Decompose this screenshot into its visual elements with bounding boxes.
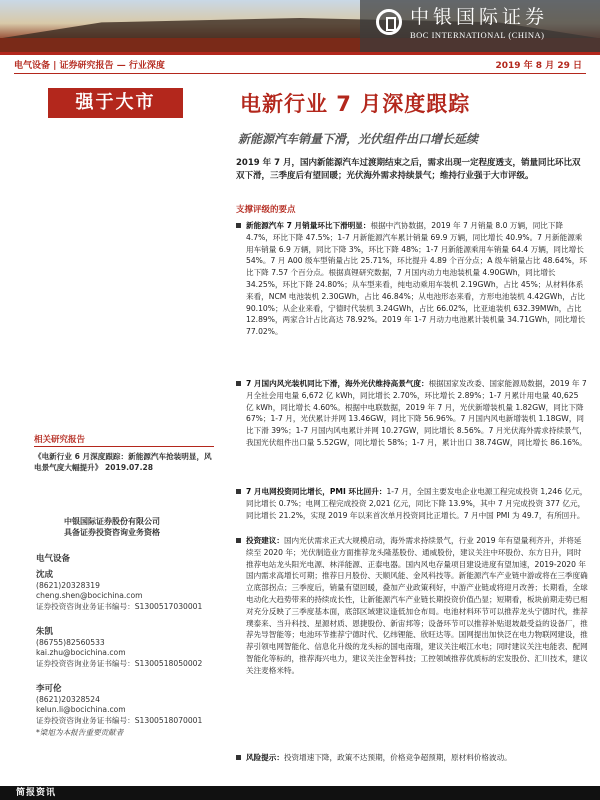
bullet-lead: 风险提示： <box>246 753 284 762</box>
footer-bar <box>0 786 600 800</box>
analyst-phone: (86755)82560533 <box>36 637 105 647</box>
footer-brand: 简报资讯 <box>16 788 57 798</box>
bullet-square-icon <box>236 538 241 543</box>
page-title: 电新行业 7 月深度跟踪 <box>240 92 471 116</box>
analyst-license: 证券投资咨询业务证书编号：S1300517030001 <box>36 601 203 611</box>
related-reports-heading: 相关研究报告 <box>34 435 86 445</box>
bullet-square-icon <box>236 223 241 228</box>
bullet-text: 投资增速下降，政策不达预期，价格竞争超预期，原材料价格波动。 <box>283 753 512 762</box>
report-date: 2019 年 8 月 29 日 <box>495 61 582 71</box>
bank-of-china-logo-icon <box>376 9 402 35</box>
analyst-card <box>36 570 202 612</box>
bullet-text: 根据中汽协数据，2019 年 7 月销量 8.0 万辆，同比下降 4.7%，环比下降 47.5%；1-7 月新能源汽车累计销量 69.9 万辆，同比增长 40.9%。7 月新能源乘用车销量 6.9 万辆，同比下降 3%，环比下降 48%；1-7 月新能源乘用车销量 64.4 万辆，同比增长 54%。7 月 A00 级车型销量占比 25.71%，环比提升 4.89 个百分点；A 级车销量占比 48.64%，环比下降 7.57 个百分点。根据真锂研究数据，7 月国内动力电池装机量 4.90GWh，同比增长 34.25%，环比下降 24.80%；从车型来看，纯电动乘用车装机 2.19GWh，占比 45%；从材料体系来看，NCM 电池装机 2.30GWh，占比 46.84%；从电池形态来看，方形电池装机 4.42GWh，占比 90.10%；从企业来看，宁德时代装机 3.24GWh，占比 66.02%，比亚迪装机 632.39MWh，占比 12.89%，两家合计占比高达 78.92%。2019 年 1-7 月动力电池累计装机量 34.71GWh，同比增长 77.02%。 <box>246 221 587 337</box>
bullet-lead: 7 月国内风光装机同比下滑，海外光伏维持高景气度： <box>246 379 429 388</box>
bullet-lead: 新能源汽车 7 月销量环比下滑明显： <box>246 221 371 230</box>
bullet-risk <box>236 752 588 764</box>
bullet-square-icon <box>236 489 241 494</box>
related-report-item[interactable]: 《电新行业 6 月深度跟踪：新能源汽车抢装明显，风电景气度大幅提升》 2019.07.28 <box>34 452 212 472</box>
analyst-email[interactable]: cheng.shen@bocichina.com <box>36 591 143 601</box>
header-banner <box>0 0 600 52</box>
bullet-lead: 投资建议： <box>246 536 284 545</box>
header-red-bar <box>0 52 600 55</box>
analyst-phone: (8621)20328319 <box>36 580 100 590</box>
bullet-investment-advice <box>236 535 588 677</box>
firm-qualification: 具备证券投资咨询业务资格 <box>64 528 160 537</box>
contributor-note: *梁旭为本报告重要贡献者 <box>36 728 124 737</box>
bullet-lead: 7 月电网投资同比增长，PMI 环比回升： <box>246 487 387 496</box>
boci-logo <box>360 0 600 52</box>
analyst-name: 李可伦 <box>36 684 62 694</box>
analyst-email[interactable]: kai.zhu@bocichina.com <box>36 648 126 658</box>
analyst-sector: 电气设备 <box>36 554 71 564</box>
logo-chinese: 中银国际证券 <box>410 6 549 28</box>
bullet-ev-sales <box>236 220 588 338</box>
analyst-card <box>36 627 202 669</box>
breadcrumb: 电气设备 | 证券研究报告 — 行业深度 <box>14 61 165 71</box>
divider <box>14 73 586 74</box>
analyst-email[interactable]: kelun.li@bocichina.com <box>36 705 126 715</box>
analyst-license: 证券投资咨询业务证书编号：S1300518070001 <box>36 715 203 725</box>
rating-badge: 强于大市 <box>48 88 183 118</box>
divider <box>34 446 214 447</box>
analyst-name: 沈成 <box>36 570 54 580</box>
analyst-phone: (8621)20328524 <box>36 694 100 704</box>
bullet-square-icon <box>236 381 241 386</box>
analyst-card <box>36 684 202 726</box>
bullet-text: 1-7 月，全国主要发电企业电源工程完成投资 1,246 亿元，同比增长 0.7%；电网工程完成投资 2,021 亿元，同比下降 13.9%，其中 7 月完成投资 377 亿元，同比增长 21.2%，实现 2019 年以来首次单月投资同比正增长。7 月中国 PMI 为 49.7，有所回升。 <box>246 487 588 520</box>
firm-name: 中银国际证券股份有限公司 <box>64 517 160 526</box>
key-points-heading: 支撑评级的要点 <box>236 205 296 215</box>
analyst-name: 朱凯 <box>36 627 54 637</box>
logo-english: BOC INTERNATIONAL (CHINA) <box>410 30 545 40</box>
page-subtitle: 新能源汽车销量下滑，光伏组件出口增长延续 <box>238 132 479 146</box>
analyst-license: 证券投资咨询业务证书编号：S1300518050002 <box>36 658 203 668</box>
bullet-wind-solar <box>236 378 588 449</box>
bullet-text: 根据国家发改委、国家能源局数据，2019 年 7 月全社会用电量 6,672 亿 kWh，同比增长 2.70%，环比增长 2.89%；1-7 月累计用电量 40,625 亿 kWh，同比增长 4.60%。根据中电联数据，2019 年 7 月，光伏新增装机量 1.82GW，同比下降 67%；1-7 月，光伏累计并网 13.46GW，同比下降 56.96%。7 月国内风电新增装机 1.18GW，同比下滑 39%；1-7 月国内风电累计并网 10.27GW，同比增长 8.56%。7 月光伏海外需求持续景气，我国光伏组件出口量 5.52GW，同比增长 58%；1-7 月，累计出口 38.74GW，同比增长 86.16%。 <box>246 379 587 447</box>
bullet-grid-investment <box>236 486 588 521</box>
firm-info <box>64 516 160 538</box>
bullet-square-icon <box>236 755 241 760</box>
lede-paragraph: 2019 年 7 月，国内新能源汽车过渡期结束之后，需求出现一定程度透支，销量同比环比双双下滑，三季度后有望回暖；光伏海外需求持续景气；维持行业强于大市评级。 <box>236 158 581 181</box>
bullet-text: 国内光伏需求正式大规模启动，海外需求持续景气，行业 2019 年有望量利齐升，并将延续至 2020 年；光伏制造业方面推荐龙头隆基股份、通威股份，建议关注中环股份、东方日升，同时推荐电站龙头阳光电源、林洋能源、正泰电器。国内风电存量项目建设进度有望加速，2019-2020 年国内需求高增长可期；推荐日月股份、天顺风能、金风科技等。新能源汽车产业链中游或将在三季度确立底部拐点；三季度后，销量有望回暖，叠加产业政策利好，中游产业链或将迎月改善；长期看，全球电动化大趋势带来的持续成长性，让新能源汽车产业链长期投资价值凸显；短期看，板块前期走势已相对充分反映了三季度基本面，底部区域建议逢低加仓布局。电池材料环节可以推荐龙头宁德时代，推荐璞泰来、当升科技、星源材质、恩捷股份、新宙邦等；设备环节可以推荐补贴退坡最受益的设备厂，推荐先导智能等；电池环节推荐宁德时代、亿纬锂能、欣旺达等。国网提出加快泛在电力物联网建设，推荐引领电网智能化、信息化升级的龙头标的国电南瑞，建议关注岷江水电；同时建议关注电能表、配网智能化等标的，推荐海兴电力，建议关注金智科技；工控领域推荐优质标的宏发股份、汇川技术，建议关注麦格米特。 <box>246 536 588 675</box>
